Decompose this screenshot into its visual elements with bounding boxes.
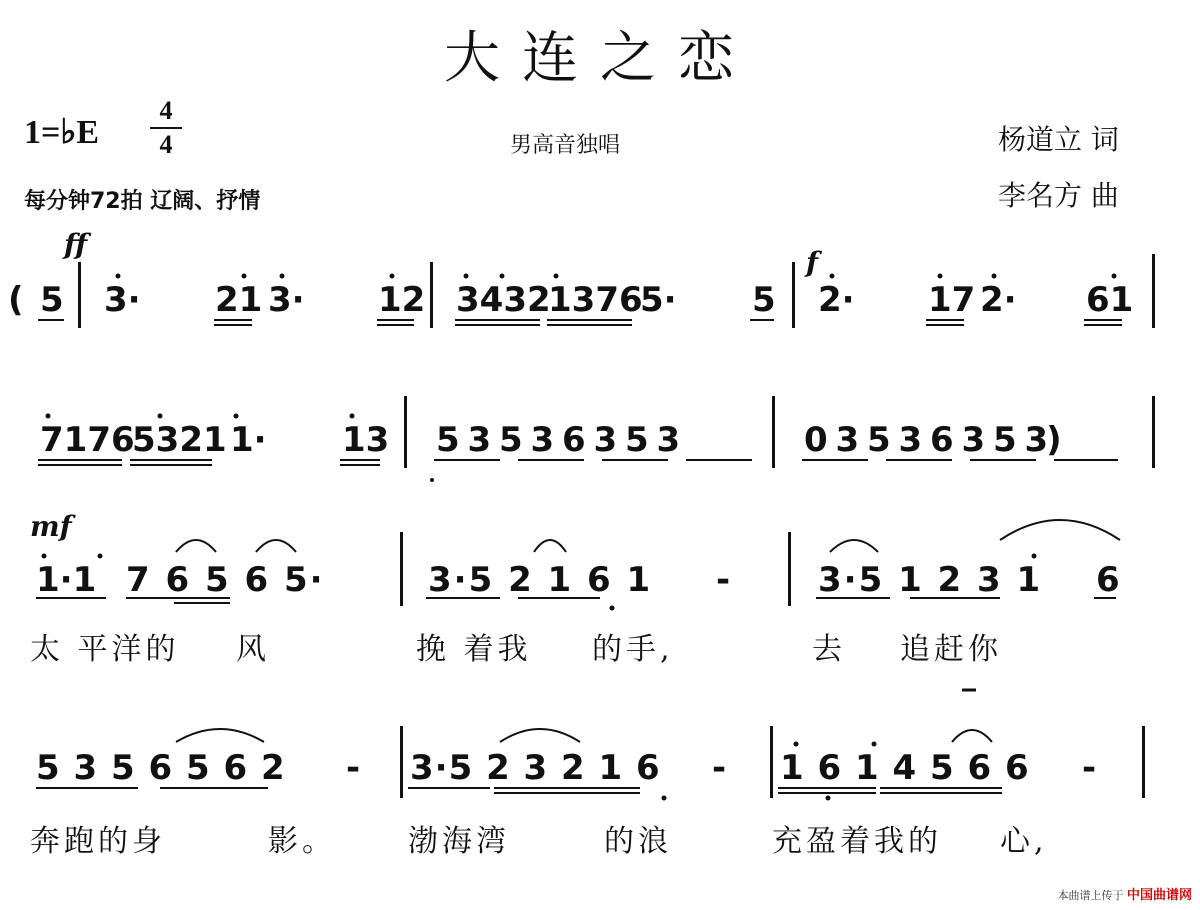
notes-r2-d: 13 <box>342 420 390 460</box>
meter-top: 4 <box>159 96 173 125</box>
lyric-r4-e: 充盈着我的 <box>772 824 942 859</box>
notes-r3-e: 3·5 1 2 3 1 <box>818 560 1043 600</box>
notes-r1-m: 61 <box>1086 280 1134 320</box>
lyric-r3-b: 风 <box>236 632 270 667</box>
notes-r1-j: 2· <box>818 280 855 320</box>
notes-r1-g: 1376 <box>548 280 643 320</box>
lyric-r3-c: 挽 着我 <box>416 632 532 667</box>
notes-r2-f: 0 3 5 3 6 3 5 3) <box>804 420 1060 460</box>
notes-r1-d: 3· <box>268 280 305 320</box>
notes-r3-f: 6 <box>1096 560 1120 600</box>
dynamic-ff: ff <box>64 228 88 261</box>
notes-r4-b: - <box>346 748 361 788</box>
page-title: 大连之恋 <box>444 26 756 91</box>
notes-r1-paren: ( <box>8 280 24 320</box>
lyric-r3-a: 太 平洋的 <box>30 632 180 667</box>
composer-credit: 李名方 曲 <box>998 179 1119 212</box>
notes-r3-c: 3·5 2 1 6 1 <box>428 560 653 600</box>
notes-r3-a: 1·1 <box>36 560 97 600</box>
notes-r1-c: 21 <box>215 280 263 320</box>
lyricist-credit: 杨道立 词 <box>998 123 1119 156</box>
notes-r1-h: 5· <box>640 280 677 320</box>
site-logo: 中国曲谱网 <box>1126 888 1192 903</box>
notes-r1-a: 5 <box>40 280 64 320</box>
notes-r1-l: 2· <box>980 280 1017 320</box>
performance-type: 男高音独唱 <box>510 133 621 158</box>
notes-r4-e: 1 6 1 4 5 6 6 <box>780 748 1030 788</box>
notes-r1-e: 12 <box>378 280 426 320</box>
notes-r4-a: 5 3 5 6 5 6 2 <box>36 748 286 788</box>
lyric-r4-a: 奔跑的身 <box>30 824 166 859</box>
lyric-r4-f: 心, <box>1000 824 1048 859</box>
lyric-r3-f: 追赶你 <box>900 632 1002 667</box>
footer-upload-text: 本曲谱上传于 <box>1057 889 1124 902</box>
lyric-r4-d: 的浪 <box>604 824 672 859</box>
notes-r3-b: 7 6 5 6 5· <box>126 560 325 600</box>
lyric-r4-c: 渤海湾 <box>408 824 510 859</box>
notes-r2-e: 5 3 5 3 6 3 5 3 <box>436 420 679 460</box>
key-signature: 1=♭E <box>24 114 100 151</box>
notes-r1-i: 5 <box>752 280 776 320</box>
notes-r2-b: 5321 <box>132 420 227 460</box>
notes-r4-c: 3·5 2 3 2 1 6 <box>410 748 661 788</box>
notes-r1-k: 17 <box>928 280 976 320</box>
lyric-r3-d: 的手, <box>592 632 674 667</box>
footer-watermark <box>1057 884 1192 903</box>
notes-r4-f: - <box>1082 748 1097 788</box>
notes-r2-a: 7176 <box>40 420 135 460</box>
lyric-r4-b: 影。 <box>268 824 336 859</box>
notes-r4-d: - <box>712 748 727 788</box>
dynamic-f: f <box>806 246 819 279</box>
notes-r3-d: - <box>716 560 731 600</box>
lyric-r3-e: 去 <box>812 632 846 667</box>
notes-r1-f: 3432 <box>456 280 551 320</box>
meter-bottom: 4 <box>159 130 173 159</box>
dynamic-mf: mf <box>30 510 72 543</box>
tempo-marking: 每分钟72拍 辽阔、抒情 <box>24 189 261 214</box>
notes-r1-b: 3· <box>104 280 141 320</box>
notes-r2-c: 1· <box>230 420 267 460</box>
